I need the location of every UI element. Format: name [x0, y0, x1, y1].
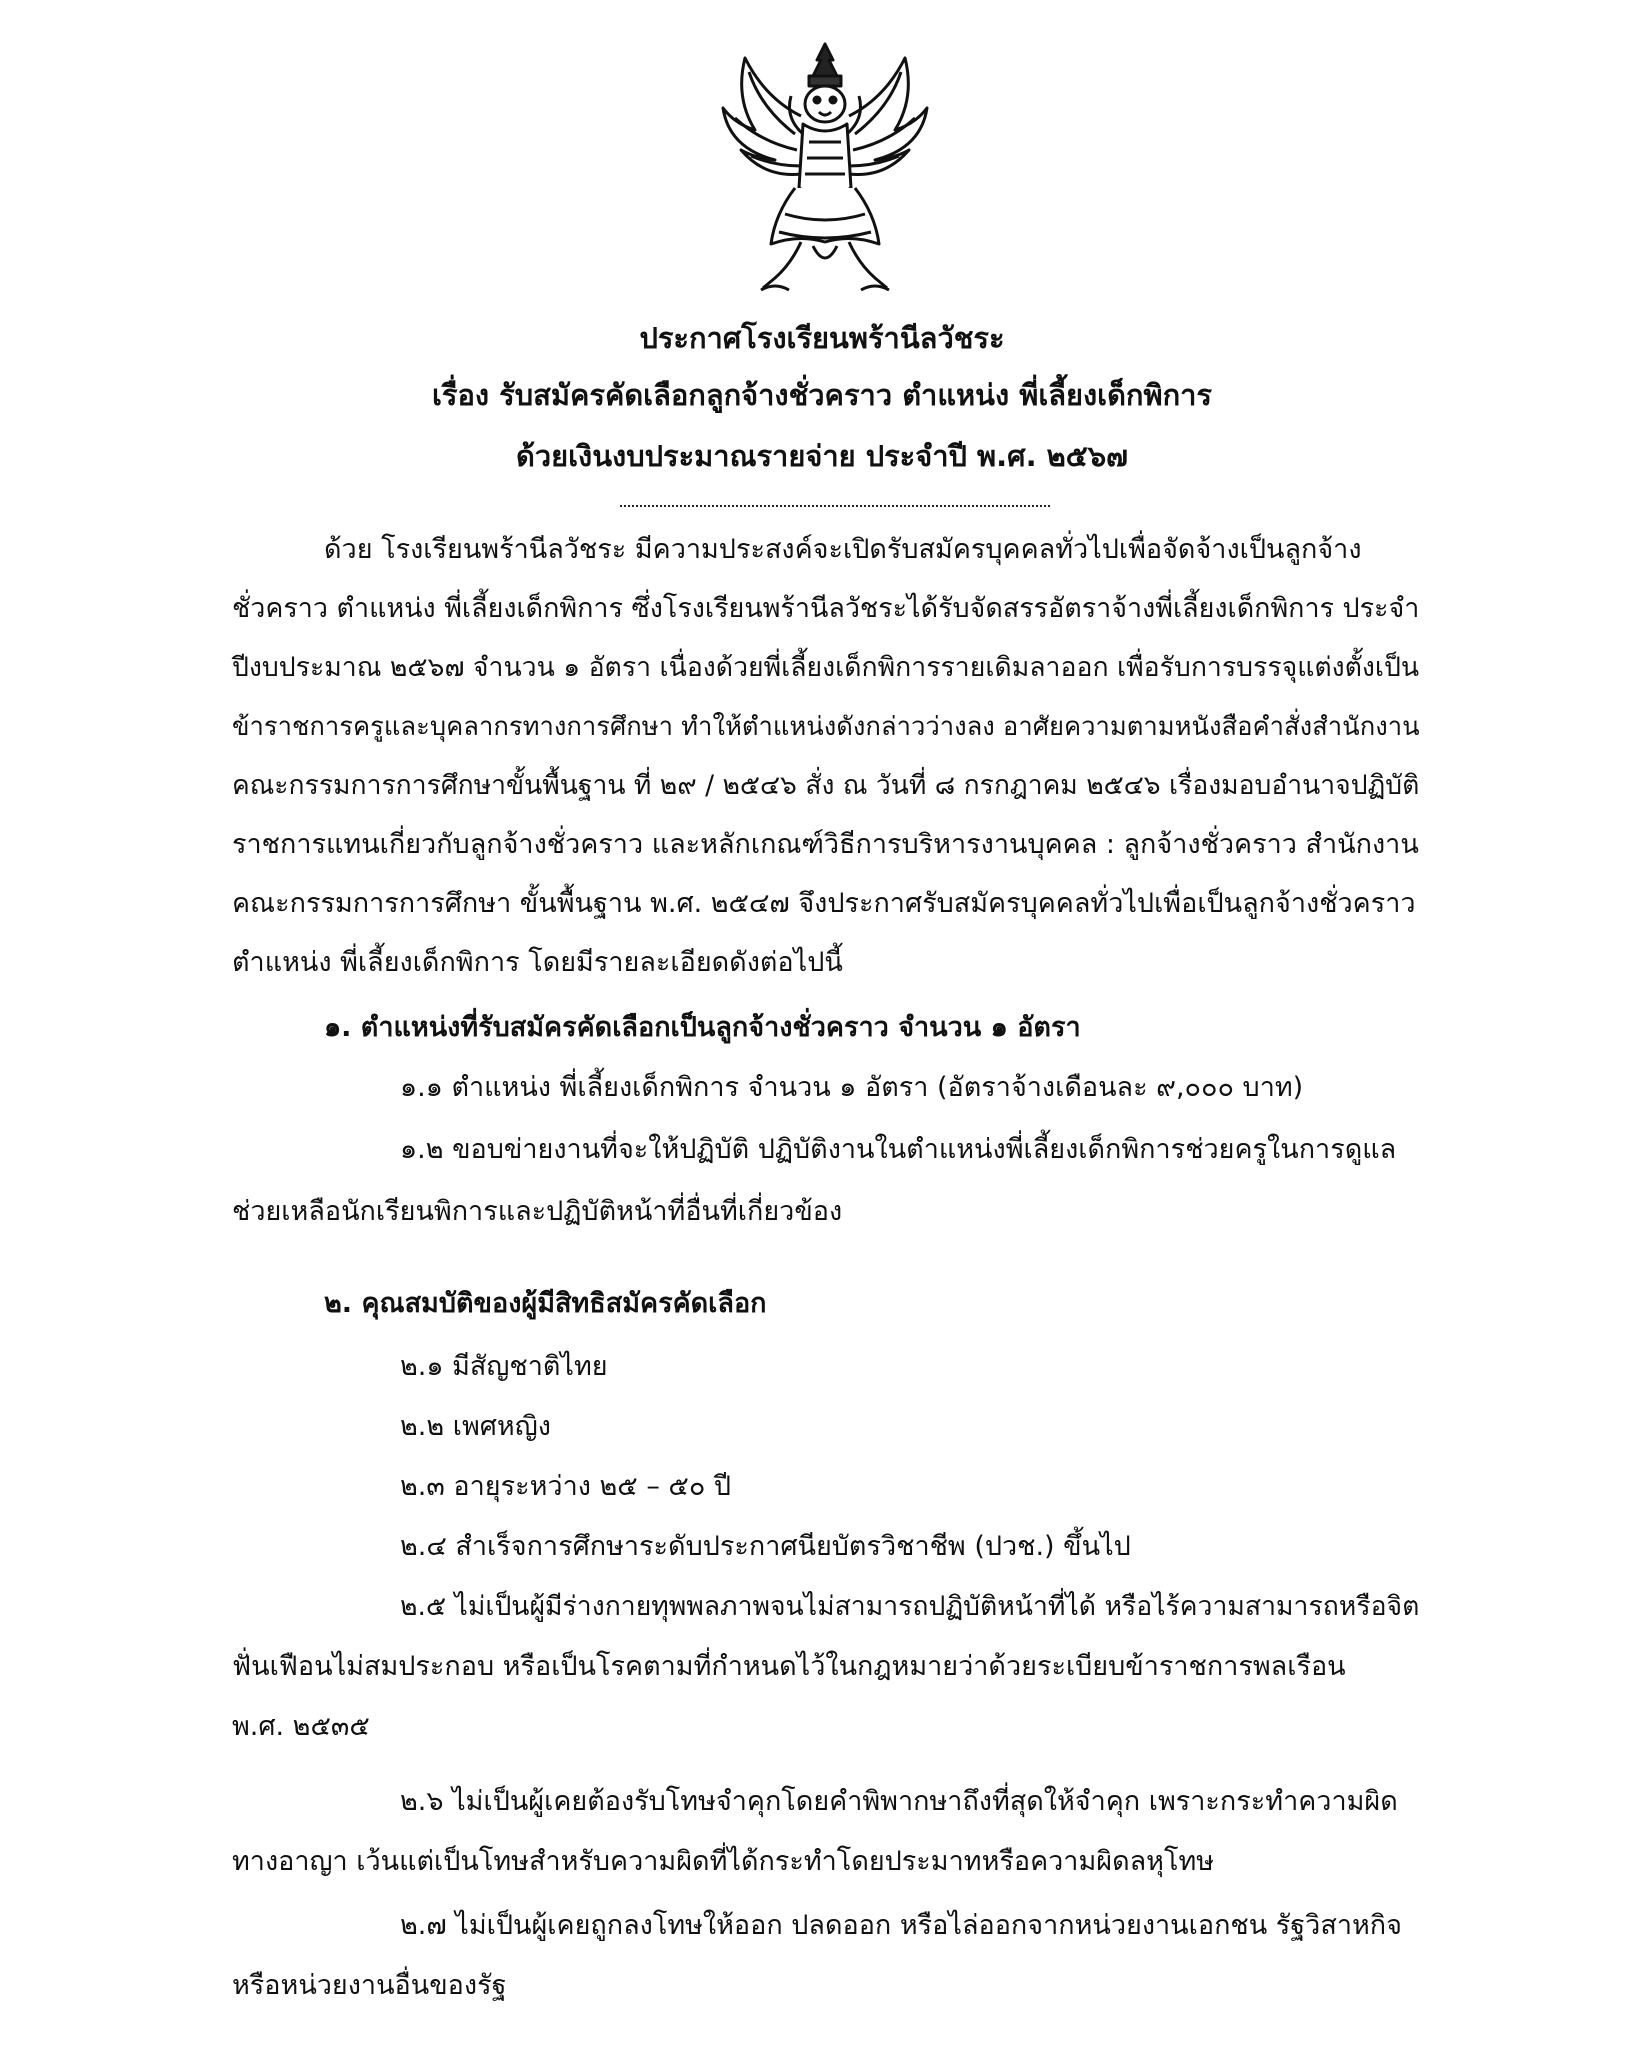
- garuda-emblem-icon: [705, 38, 945, 300]
- intro-line: ปีงบประมาณ ๒๕๖๗ จำนวน ๑ อัตรา เนื่องด้วยพี่เลี้ยงเด็กพิการรายเดิมลาออก เพื่อรับการบรรจุแต่งตั้งเป็น: [232, 652, 1420, 683]
- intro-line: ราชการแทนเกี่ยวกับลูกจ้างชั่วคราว และหลักเกณฑ์วิธีการบริหารงานบุคคล : ลูกจ้างชั่วคราว สำนักงาน: [232, 829, 1419, 860]
- section-1-heading: ๑. ตำแหน่งที่รับสมัครคัดเลือกเป็นลูกจ้างชั่วคราว จำนวน ๑ อัตรา: [324, 1012, 1081, 1043]
- section-1-item-continued: ช่วยเหลือนักเรียนพิการและปฏิบัติหน้าที่อื่นที่เกี่ยวข้อง: [232, 1196, 843, 1227]
- intro-line: ด้วย โรงเรียนพร้านีลวัชระ มีความประสงค์จะเปิดรับสมัครบุคคลทั่วไปเพื่อจัดจ้างเป็นลูกจ้าง: [324, 534, 1362, 565]
- intro-line: ชั่วคราว ตำแหน่ง พี่เลี้ยงเด็กพิการ ซึ่งโรงเรียนพร้านีลวัชระได้รับจัดสรรอัตราจ้างพี่เลี้ยงเด็กพิการ ประจำ: [232, 593, 1420, 624]
- section-2-item-continued: ทางอาญา เว้นแต่เป็นโทษสำหรับความผิดที่ได้กระทำโดยประมาทหรือความผิดลหุโทษ: [232, 1846, 1215, 1877]
- announcement-title: ประกาศโรงเรียนพร้านีลวัชระ: [639, 321, 1005, 355]
- section-2-item-continued: พ.ศ. ๒๕๓๕: [232, 1711, 370, 1742]
- intro-line: ตำแหน่ง พี่เลี้ยงเด็กพิการ โดยมีรายละเอียดดังต่อไปนี้: [232, 947, 843, 978]
- intro-line: คณะกรรมการการศึกษาขั้นพื้นฐาน ที่ ๒๙ / ๒๕๔๖ สั่ง ณ วันที่ ๘ กรกฎาคม ๒๕๔๖ เรื่องมอบอำนาจปฏิบัติ: [232, 770, 1420, 801]
- section-2-item: ๒.๖ ไม่เป็นผู้เคยต้องรับโทษจำคุกโดยคำพิพากษาถึงที่สุดให้จำคุก เพราะกระทำความผิด: [400, 1786, 1398, 1817]
- section-2-item: ๒.๒ เพศหญิง: [400, 1411, 551, 1442]
- section-2-item: ๒.๓ อายุระหว่าง ๒๕ – ๕๐ ปี: [400, 1471, 732, 1502]
- announcement-budget: ด้วยเงินงบประมาณรายจ่าย ประจำปี พ.ศ. ๒๕๖๗: [516, 439, 1128, 473]
- section-1-item: ๑.๑ ตำแหน่ง พี่เลี้ยงเด็กพิการ จำนวน ๑ อัตรา (อัตราจ้างเดือนละ ๙,๐๐๐ บาท): [400, 1072, 1304, 1103]
- section-2-item: ๒.๔ สำเร็จการศึกษาระดับประกาศนียบัตรวิชาชีพ (ปวช.) ขึ้นไป: [400, 1531, 1131, 1562]
- section-2-item-continued: หรือหน่วยงานอื่นของรัฐ: [232, 1970, 507, 2001]
- announcement-subject: เรื่อง รับสมัครคัดเลือกลูกจ้างชั่วคราว ตำแหน่ง พี่เลี้ยงเด็กพิการ: [432, 378, 1212, 412]
- intro-line: ข้าราชการครูและบุคลากรทางการศึกษา ทำให้ตำแหน่งดังกล่าวว่างลง อาศัยความตามหนังสือคำสั่งสำนักงาน: [232, 712, 1420, 742]
- section-2-item: ๒.๑ มีสัญชาติไทย: [400, 1351, 608, 1382]
- section-2-item-continued: ฟั่นเฟือนไม่สมประกอบ หรือเป็นโรคตามที่กำหนดไว้ในกฎหมายว่าด้วยระเบียบข้าราชการพลเรือน: [232, 1651, 1346, 1682]
- section-2-item: ๒.๕ ไม่เป็นผู้มีร่างกายทุพพลภาพจนไม่สามารถปฏิบัติหน้าที่ได้ หรือไร้ความสามารถหรือจิต: [400, 1591, 1420, 1622]
- dotted-separator: [620, 505, 1050, 507]
- intro-line: คณะกรรมการการศึกษา ขั้นพื้นฐาน พ.ศ. ๒๕๔๗ จึงประกาศรับสมัครบุคคลทั่วไปเพื่อเป็นลูกจ้างชั่วคราว: [232, 888, 1416, 919]
- section-2-heading: ๒. คุณสมบัติของผู้มีสิทธิสมัครคัดเลือก: [324, 1288, 767, 1319]
- section-1-item: ๑.๒ ขอบข่ายงานที่จะให้ปฏิบัติ ปฏิบัติงานในตำแหน่งพี่เลี้ยงเด็กพิการช่วยครูในการดูแล: [400, 1134, 1397, 1165]
- section-2-item: ๒.๗ ไม่เป็นผู้เคยถูกลงโทษให้ออก ปลดออก หรือไล่ออกจากหน่วยงานเอกชน รัฐวิสาหกิจ: [400, 1910, 1402, 1941]
